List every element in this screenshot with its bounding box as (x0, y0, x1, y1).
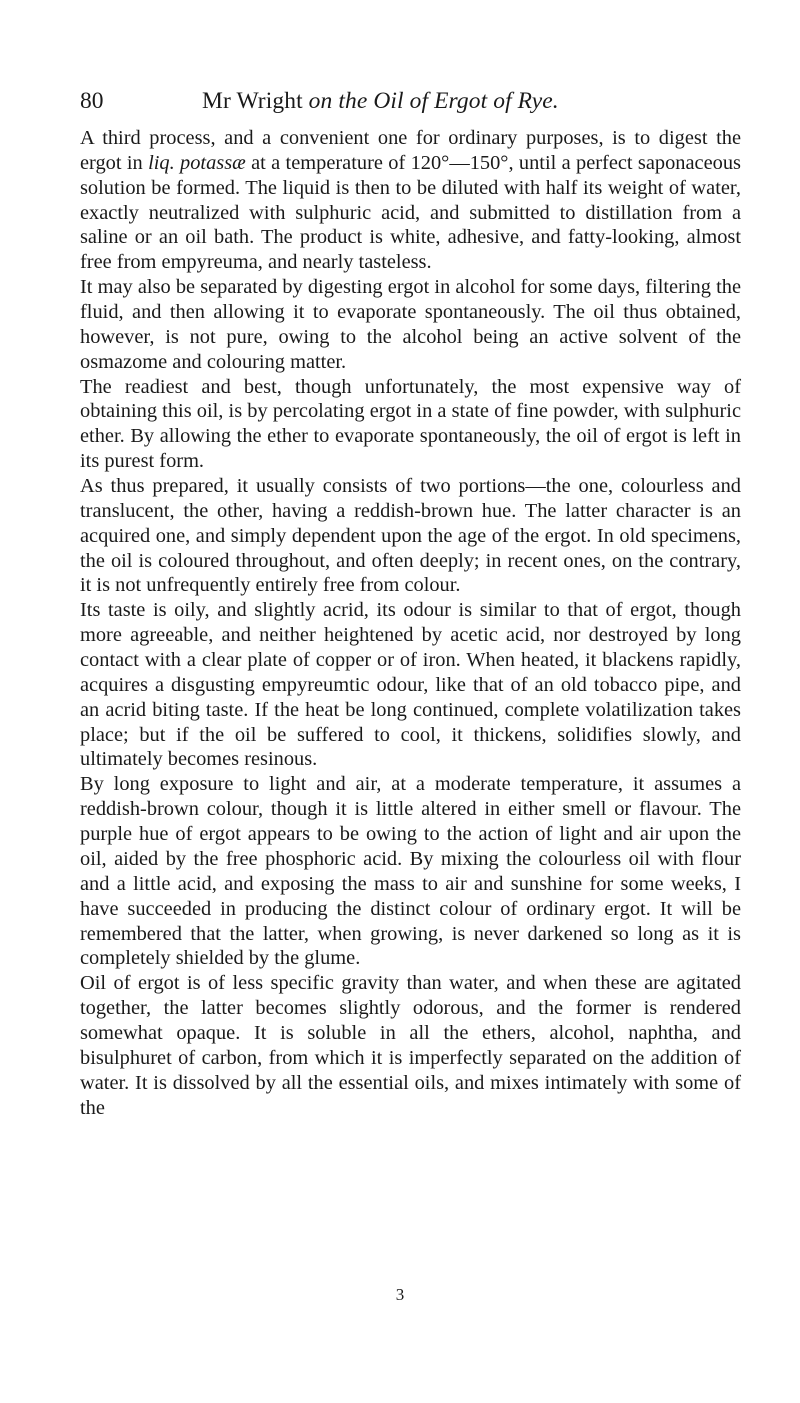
running-title (202, 84, 559, 118)
paragraph (80, 126, 741, 275)
paragraph: It may also be separated by digesting ergot in alcohol for some days, filtering the fluid, and then allowing it to evaporate spontaneously. The oil thus obtained, however, is not pure, owing to the alcohol being an active solvent of the osmazome and colouring matter. (80, 276, 741, 373)
paragraph: As thus prepared, it usually consists of two portions—the one, colourless and translucent, the other, having a reddish-brown hue. The latter character is an acquired one, and simply dependent upon the age of the ergot. In old specimens, the oil is coloured throughout, and often deeply; in recent ones, on the contrary, it is not unfrequently entirely free from colour. (80, 475, 741, 597)
paragraph-text: A third process, and a convenient one for ordinary purposes, is to digest the ergot in (80, 127, 741, 174)
signature-mark: 3 (395, 1285, 405, 1304)
paragraph: Oil of ergot is of less specific gravity than water, and when these are agitated together, the latter becomes slightly odorous, and the former is rendered somewhat opaque. It is soluble in all the ethers, alcohol, naphtha, and bisulphuret of carbon, from which it is imperfectly separated on the addition of water. It is dissolved by all the essential oils, and mixes intimately with some of the (80, 972, 741, 1119)
running-title-italic: on the Oil of Ergot of Rye. (308, 88, 559, 114)
paragraph-italic-term: liq. potassæ (148, 151, 246, 174)
paragraph: By long exposure to light and air, at a moderate temperature, it assumes a reddish-brown colour, though it is little altered in either smell or flavour. The purple hue of ergot appears to be owing to the action of light and air upon the oil, aided by the free phosphoric acid. By mixing the colourless oil with flour and a little acid, and exposing the mass to air and sunshine for some weeks, I have succeeded in producing the distinct colour of ordinary ergot. It will be remembered that the latter, when growing, is never darkened so long as it is completely shielded by the glume. (80, 773, 741, 970)
paragraph-text: at a temperature of 120°—150°, until a perfect saponaceous solution be formed. The liquid is then to be diluted with half its weight of water, exactly neutralized with sulphuric acid, and submitted to distillation from a saline or an oil bath. The product is white, adhesive, and fatty-looking, almost free from empyreuma, and nearly tasteless. (80, 151, 741, 274)
running-title-author: Mr Wright (202, 88, 309, 114)
paragraph: The readiest and best, though unfortunately, the most expensive way of obtaining this oil, is by percolating ergot in a state of fine powder, with sulphuric ether. By allowing the ether to evaporate spontaneously, the oil of ergot is left in its purest form. (80, 375, 741, 473)
paragraph: Its taste is oily, and slightly acrid, its odour is similar to that of ergot, though more agreeable, and neither heightened by acetic acid, nor destroyed by long contact with a clear plate of copper or of iron. When heated, it blackens rapidly, acquires a disgusting empyreumtic odour, like that of an old tobacco pipe, and an acrid biting taste. If the heat be long continued, complete volatilization takes place; but if the oil be suffered to cool, it thickens, solidifies slowly, and ultimately becomes resinous. (80, 599, 741, 771)
page-number: 80 (80, 88, 104, 114)
body-text (80, 126, 741, 1120)
running-header (80, 84, 740, 118)
